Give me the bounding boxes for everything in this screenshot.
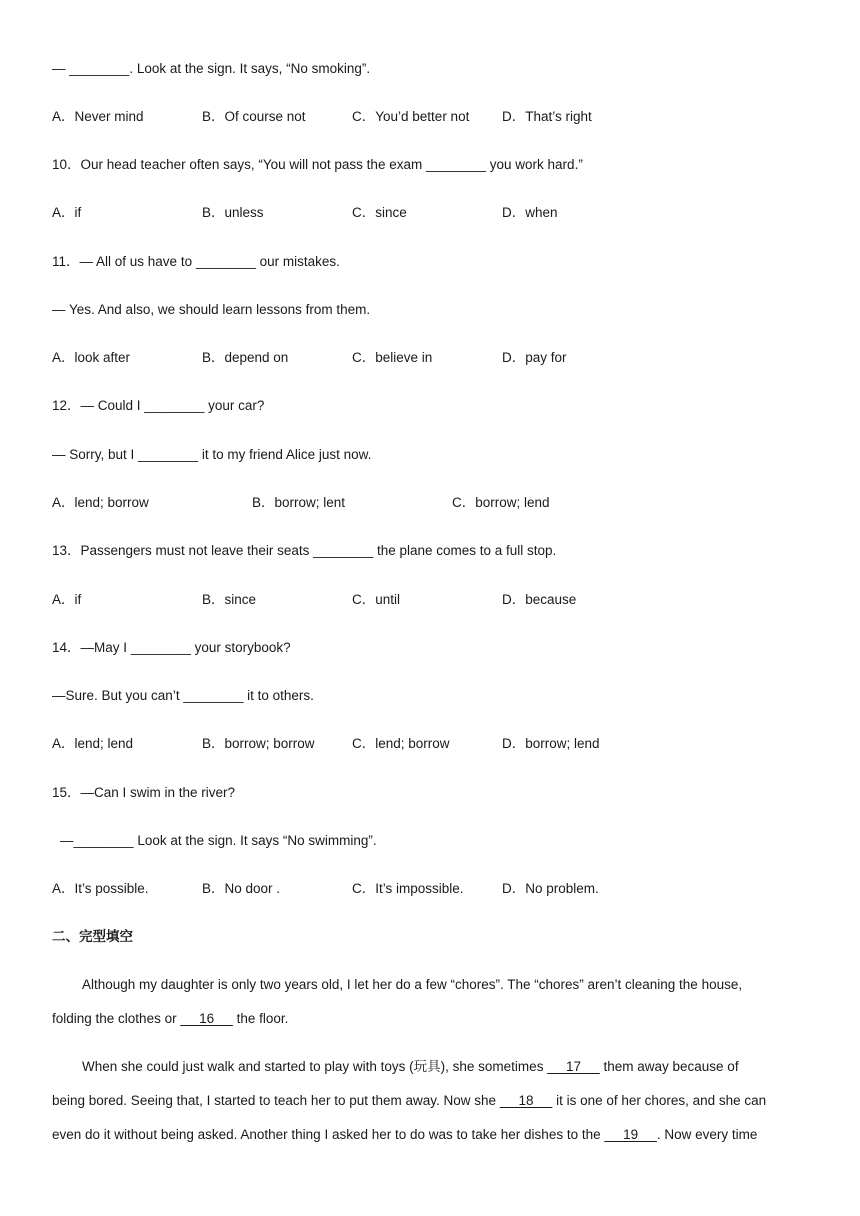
option-c: C．You’d better not xyxy=(352,109,470,124)
question-14-options xyxy=(52,734,832,754)
option-a: A．if xyxy=(52,205,82,220)
section-title: 二、完型填空 xyxy=(52,929,133,945)
question-12-options xyxy=(52,493,832,513)
passage-text: it is one of her chores, and she can xyxy=(552,1093,767,1108)
option-d: D．because xyxy=(502,592,577,607)
question-14-line-2: —Sure. But you can’t ________ it to others. xyxy=(52,688,314,703)
question-10-options xyxy=(52,203,832,223)
option-a: A．Never mind xyxy=(52,109,144,124)
option-d: D．borrow; lend xyxy=(502,736,600,751)
option-d: D．No problem. xyxy=(502,881,599,896)
question-15-line-2: —________ Look at the sign. It says “No swimming”. xyxy=(60,833,377,848)
option-c: C．believe in xyxy=(352,350,433,365)
option-a: A．It’s possible. xyxy=(52,881,149,896)
option-a: A．look after xyxy=(52,350,131,365)
question-14-line-1: 14．—May I ________ your storybook? xyxy=(52,640,291,655)
option-c: C．lend; borrow xyxy=(352,736,450,751)
option-b: B．No door . xyxy=(202,881,281,896)
question-10-line: 10．Our head teacher often says, “You will not pass the exam ________ you work hard.” xyxy=(52,157,583,172)
passage-line-4 xyxy=(52,1091,812,1111)
option-a: A．lend; borrow xyxy=(52,495,149,510)
option-d: D．pay for xyxy=(502,350,567,365)
question-15-line-1: 15．—Can I swim in the river? xyxy=(52,785,236,800)
option-b: B．borrow; borrow xyxy=(202,736,315,751)
option-b: B．borrow; lent xyxy=(252,495,346,510)
option-c: C．borrow; lend xyxy=(452,495,550,510)
passage-text: them away because of xyxy=(599,1059,739,1074)
blank-18: 18 xyxy=(499,1093,553,1108)
passage-text: the floor. xyxy=(232,1011,289,1026)
question-12-line-1: 12．— Could I ________ your car? xyxy=(52,398,265,413)
question-12-line-2: — Sorry, but I ________ it to my friend Alice just now. xyxy=(52,447,372,462)
passage-text: . Now every time xyxy=(656,1127,758,1142)
question-9-options xyxy=(52,107,832,127)
passage-text: even do it without being asked. Another thing I asked her to do was to take her dishes to the xyxy=(52,1127,605,1142)
passage-text: folding the clothes or xyxy=(52,1011,181,1026)
question-11-line-1: 11．— All of us have to ________ our mistakes. xyxy=(52,254,340,269)
question-13-line: 13．Passengers must not leave their seats ________ the plane comes to a full stop. xyxy=(52,543,557,558)
option-b: B．since xyxy=(202,592,257,607)
option-c: C．It’s impossible. xyxy=(352,881,464,896)
option-a: A．lend; lend xyxy=(52,736,134,751)
question-9-line: — ________. Look at the sign. It says, “No smoking”. xyxy=(52,61,371,76)
option-d: D．when xyxy=(502,205,558,220)
passage-text: being bored. Seeing that, I started to teach her to put them away. Now she xyxy=(52,1093,500,1108)
passage-line-2 xyxy=(52,1009,812,1029)
passage-line-5 xyxy=(52,1125,812,1145)
blank-17: 17 xyxy=(547,1059,600,1074)
option-d: D．That’s right xyxy=(502,109,592,124)
option-b: B．Of course not xyxy=(202,109,306,124)
passage-line-3 xyxy=(52,1057,842,1077)
blank-16: 16 xyxy=(180,1011,233,1026)
option-c: C．since xyxy=(352,205,407,220)
question-13-options xyxy=(52,590,832,610)
option-a: A．if xyxy=(52,592,82,607)
option-c: C．until xyxy=(352,592,401,607)
option-b: B．unless xyxy=(202,205,264,220)
option-b: B．depend on xyxy=(202,350,289,365)
question-11-options xyxy=(52,348,832,368)
passage-line-1: Although my daughter is only two years old, I let her do a few “chores”. The “chores” aren’t cleaning the house, xyxy=(82,977,743,992)
blank-19: 19 xyxy=(604,1127,657,1142)
question-11-line-2: — Yes. And also, we should learn lessons from them. xyxy=(52,302,371,317)
question-15-options xyxy=(52,879,832,899)
passage-text: When she could just walk and started to play with toys (玩具), she sometimes xyxy=(82,1059,548,1074)
